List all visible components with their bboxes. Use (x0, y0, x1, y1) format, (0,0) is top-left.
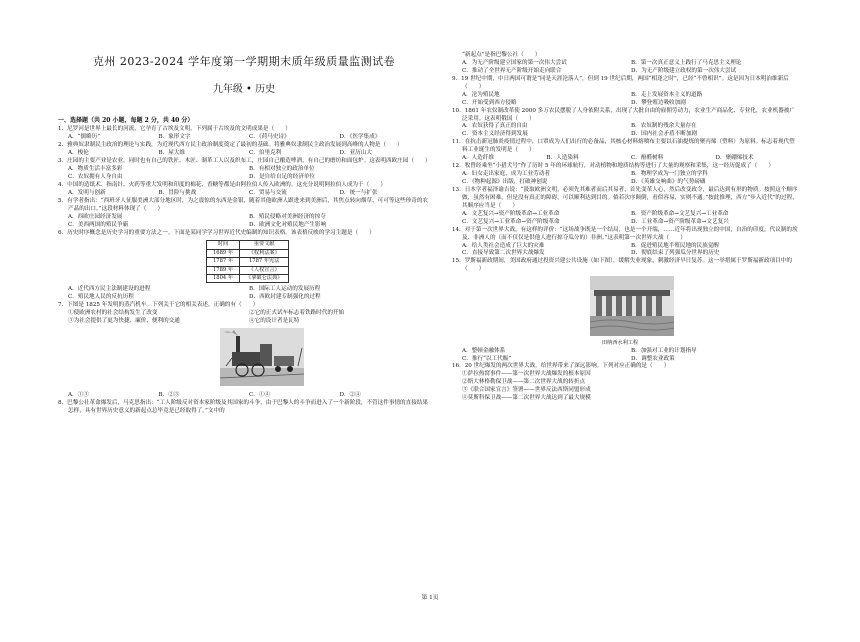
option-c: C．《荷马史诗》 (249, 134, 290, 141)
option-c: C．开始受到西方侵略 (462, 99, 517, 106)
option-d: D．调整农业政策 (631, 355, 675, 362)
question-stem: 8．巴黎公社革命爆发后，马克思指出：“工人阶级反对资本家阶级及其国家的斗争，由于巴黎人的斗争而进入了一个新阶段，不管这件事情的直接结果怎样，具有世界历史意义的新起点总毕竟是已经取得了。”文中的 (58, 399, 429, 414)
table-row (207, 258, 289, 266)
statement-item: ③《联合国家宣言》签署——世界反法西斯同盟形成 (462, 387, 591, 394)
question-15 (452, 258, 800, 363)
statement-item: ①使欧洲农村的社会结构发生了改变 (68, 310, 158, 317)
question-stem: 12．牧曾经乘坐“小猎犬号”作了历时 5 年的环球航行，对动植物和地质结构等进行了大量的观察和采集，这一经历促成了（ ） (452, 163, 775, 170)
question-11 (452, 139, 800, 163)
option-c: C．贸易与交流 (249, 189, 287, 196)
question-options (58, 166, 430, 182)
question-options (452, 60, 800, 76)
statement-item: ②它的正式试车标志着铁路时代的开始 (249, 310, 345, 317)
question-stem: 14．对于第一次世界大战，有这样的评价：“这场战争既是一个结局，也是一个开端，……近年将出现独立的中国，自治的印度，代议制的埃及、非洲人的（而不仅仅是供他人进行掠夺瓜分的）非洲。”这表明第一次世界大战（ ） (452, 226, 798, 241)
table-cell: 《人权宣言》 (240, 266, 289, 274)
statement-item: ①萨拉热窝事件——第一次世界大战爆发的根本原因 (462, 371, 591, 378)
option-b: B．象形文字 (158, 134, 191, 141)
option-d: D．国内社会矛盾不断加剧 (631, 131, 698, 138)
option-b: B．加强对工业的计划指导 (631, 347, 697, 354)
option-a: A．农奴获得了真正的自由 (462, 123, 528, 130)
option-b: B．农奴制的残余大量存在 (631, 123, 697, 130)
question-options (452, 92, 800, 108)
option-a: A．物质生活丰富多彩 (68, 166, 123, 172)
option-c: C．殖民地人民的反抗历程 (68, 294, 134, 301)
table-cell: 《权利法案》 (240, 249, 289, 257)
table-row (207, 249, 289, 257)
right-column (452, 52, 800, 642)
option-a: A．发明与创新 (68, 189, 106, 196)
question-options (452, 123, 800, 139)
statement-item: ④它的设计者是瓦特 (249, 318, 300, 325)
table-cell: 1787 年宪法 (240, 258, 289, 266)
question-9 (452, 76, 800, 108)
question-stem: 5．有学者指出：“西班牙人征服美洲大部分地区时，为之震惊的东西是金银，随着其他欧洲人跟进来到美洲后，其焦点转向烟草、可可等这些珍奇的农产品的出口。”这段材料体现了（ ） (58, 197, 429, 212)
option-a: A．“儒略历” (68, 134, 101, 141)
question-statements (452, 371, 800, 403)
question-options (58, 190, 430, 198)
option-a: A．①③ (68, 391, 89, 398)
steam-locomotive-illustration (220, 328, 304, 386)
question-4 (58, 182, 430, 198)
option-d: D．《医学集成》 (339, 134, 381, 141)
statement-item: ②斯大林格勒保卫战——第二次世界大战的转折点 (462, 379, 586, 386)
option-a: A．文艺复兴→资产阶级革命→工业革命 (462, 210, 560, 217)
option-d: D．彻底结束了列强瓜分世界的历史 (631, 250, 720, 257)
table-cell: 1689 年 (207, 249, 240, 257)
statement-item: ③为社会提供了更为快捷、廉价、便利的交通 (68, 318, 180, 325)
question-8 (58, 400, 430, 416)
question-13 (452, 187, 800, 227)
option-c: C．伯里克利 (249, 150, 282, 157)
option-a: A．人造纤维 (462, 155, 495, 162)
option-c: C．美西两国的殖民争霸 (68, 221, 129, 228)
exam-header (58, 54, 430, 97)
question-stem: 13．日本学者福泽谕吉说：“汲取欧洲文明，必须先其难者而后其易者，首先变革人心，然后改变政令，最后达到有形的物质。按照这个顺序做，虽然有困难，但是没有真正的障碍，可以顺利达到目的。倘若次序颠倒，看似容易，实则不通。”按此推理，西方“步入近代”的过程，其顺序应当是（ ） (452, 186, 798, 209)
option-c: C．农奴拥有人身自由 (68, 173, 123, 180)
table-row (207, 266, 289, 274)
option-a: A．沦为殖民地 (462, 91, 500, 98)
option-b: B．冒险与挑战 (158, 189, 197, 196)
question-options (58, 286, 430, 302)
option-d: D．攀登殖边吸收加剧 (631, 99, 686, 106)
timeline-table (206, 240, 289, 283)
option-a: A．梭伦 (68, 150, 89, 157)
question-2 (58, 142, 430, 158)
question-6 (58, 230, 430, 303)
option-a: A．近代西方民主法制建设的进程 (68, 286, 151, 293)
question-options (58, 150, 430, 158)
option-d: D．西欧封建专制强化的过程 (249, 294, 321, 301)
question-stem: 7．下图是 1825 年发明的蒸汽机车。下列关于它的相关表述，正确的有（ ） (58, 302, 259, 309)
option-b: B．第一次真正意义上践行了马克思主义理论 (631, 59, 742, 66)
question-12 (452, 163, 800, 187)
question-options (452, 171, 800, 187)
left-column (58, 0, 430, 590)
option-d: D．为无产阶级建立政权的第一次伟大尝试 (631, 67, 737, 74)
question-5 (58, 198, 430, 230)
option-c: C．《物种起源》出版，打破神创说 (462, 179, 548, 185)
table-header-cell: 时间 (207, 241, 240, 249)
table-cell: 1804 年 (207, 274, 240, 282)
question-stem: 1．尼罗河是世界上最长的河流，它孕育了古埃及文明。下列属于古埃及的文明成果是（ ） (58, 126, 291, 133)
question-stem: 2．雅典奴隶制民主政治的理论与实践，为近现代西方民主政治制度奠定了最初的基础。将雅典奴隶制民主政治发展到高峰的人物是（ ） (58, 142, 403, 149)
option-c: C．直接导致第二次世界大战爆发 (462, 250, 545, 257)
question-options (58, 392, 430, 400)
option-a: A．妇女走出家庭，成为工业劳动者 (462, 171, 550, 178)
option-d: D．工业革命→资产阶级革命→文艺复兴 (631, 218, 729, 225)
option-a: A．为无产阶级建立国家的第一次伟大尝试 (462, 59, 567, 66)
option-d: D．统一与扩张 (339, 189, 378, 196)
option-a: A．给人类社会造成了巨大的灾难 (462, 242, 545, 249)
question-statements (58, 310, 430, 326)
question-stem: 16．20 世纪爆发的两次世界大战，给世界带来了深远影响。下列对应正确的是（ ） (452, 363, 670, 370)
question-stem: “新起点”是指巴黎公社（ ） (462, 52, 541, 58)
figure-caption: 田纳西水利工程 (601, 340, 639, 347)
question-stem: 6．历史时序概念是历史学习的重要方法之一。下面是某同学学习世界近代史编制的知识表格。该表格反映的学习主题是（ ） (58, 229, 375, 236)
option-b: B．物理学成为一门独立的学科 (631, 171, 708, 178)
question-1 (58, 126, 430, 142)
question-stem: 3．庄园的主要产业是农业，同时也有自己的铁匠、木匠、制革工人以及织布工，庄园自己酿造啤酒，有自己的磨坊和面包炉。这表明西欧庄园（ ） (58, 158, 431, 165)
option-d: D．《英雄交响曲》的气势磅礴 (631, 179, 706, 185)
option-a: A．整顿金融体系 (462, 347, 506, 354)
option-b: B．资产阶级革命→文艺复兴→工业革命 (631, 210, 729, 217)
option-b: B．②③ (158, 391, 180, 398)
question-options (58, 214, 430, 230)
question-7 (58, 302, 430, 400)
question-stem: 10．1861 年农奴制改革使 2000 多万农民摆脱了人身依附关系，出现了大批自由的雇佣劳动力，农业生产商品化、专业化，农业机器被广泛采用。这表明俄国（ ） (452, 107, 795, 122)
question-options (452, 348, 800, 364)
question-16 (452, 363, 800, 403)
statement-item: ④莫斯科保卫战——第二次世界大战达到了最大规模 (462, 395, 591, 402)
question-stem: 4．中国的造纸术、指南针、火药等重大发明和印度的棉花、香糖等都是由阿拉伯人传入欧洲的。这充分说明阿拉伯人成为于（ ） (58, 181, 386, 188)
option-c: C．文艺复兴→工业革命→资产阶级革命 (462, 218, 560, 225)
option-d: D．是自给自足的经济单位 (249, 173, 316, 180)
question-options (452, 243, 800, 259)
table-cell: 1787 年 (207, 258, 240, 266)
table-cell: 《拿破仑法典》 (240, 274, 289, 282)
exam-subtitle: 九年级 • 历史 (212, 83, 276, 95)
option-d: D．聚硼烯技术 (715, 155, 754, 162)
option-b: B．促进殖民地半殖民地的民族觉醒 (631, 242, 720, 249)
page-number: 第 1页 (421, 595, 439, 601)
question-stem: 9．19 世纪中期，中日两国可谓是“同是天涯沦落人”，但到 19 世纪后期，两国“相逢之时”，已经“不曾相识”。这是因为日本明治维新后（ ） (452, 75, 789, 90)
option-d: D．②④ (339, 391, 361, 398)
dam-photo-illustration (590, 276, 674, 336)
option-b: B．国际工人运动的发展历程 (249, 286, 321, 293)
option-b: B．有相对独立的政治单位 (249, 166, 315, 172)
option-c: C．酚醛树料 (631, 155, 664, 162)
option-b: B．走上发展资本主义的道路 (631, 91, 703, 98)
option-d: D．亚历山大 (339, 150, 372, 157)
question-10 (452, 108, 800, 140)
option-c: C．推动了全世界无产阶级开始走向联合 (462, 67, 562, 74)
option-c: C．推行“以工代赈” (462, 355, 512, 362)
table-row (207, 274, 289, 282)
option-b: B．殖民侵略对美洲经济的掠夺 (249, 213, 326, 220)
question-options (452, 155, 800, 163)
question-14 (452, 227, 800, 259)
question-options (58, 134, 430, 142)
question-stem: 11．在抗击新冠肺炎疫情过程中，口罩成为人们出行的必备品，其核心材料熔喷布主要以石油提炼的聚丙烯（塑料）为原料。标志着现代塑料工业诞生的发明是（ ） (452, 139, 795, 154)
question-8-continued (452, 52, 800, 76)
option-a: A．西欧庄园经济发展 (68, 213, 123, 220)
question-3 (58, 158, 430, 182)
table-header-cell: 重要文献 (240, 241, 289, 249)
table-cell: 1789 年 (207, 266, 240, 274)
option-b: B．屋大维 (158, 150, 185, 157)
table-header-row (207, 241, 289, 249)
option-c: C．资本主义经济得到发展 (462, 131, 528, 138)
option-d: D．欧洲文化对殖民地产生影响 (249, 221, 327, 228)
question-options (452, 211, 800, 227)
section-heading: 一、选择题（共 20 小题，每题 2 分，共 40 分） (58, 116, 194, 124)
option-c: C．①④ (249, 391, 271, 398)
exam-title: 克州 2023-2024 学年度第一学期期末质年级质量监测试卷 (92, 55, 396, 68)
question-stem: 15．罗斯福新政期间，美国政府通过投资兴建公共设施（如下图），缓解失业现象，刺激经济早日复苏。这一举措属于罗斯福新政项目中的（ ） (452, 258, 792, 273)
option-b: B．人造染料 (546, 155, 579, 162)
